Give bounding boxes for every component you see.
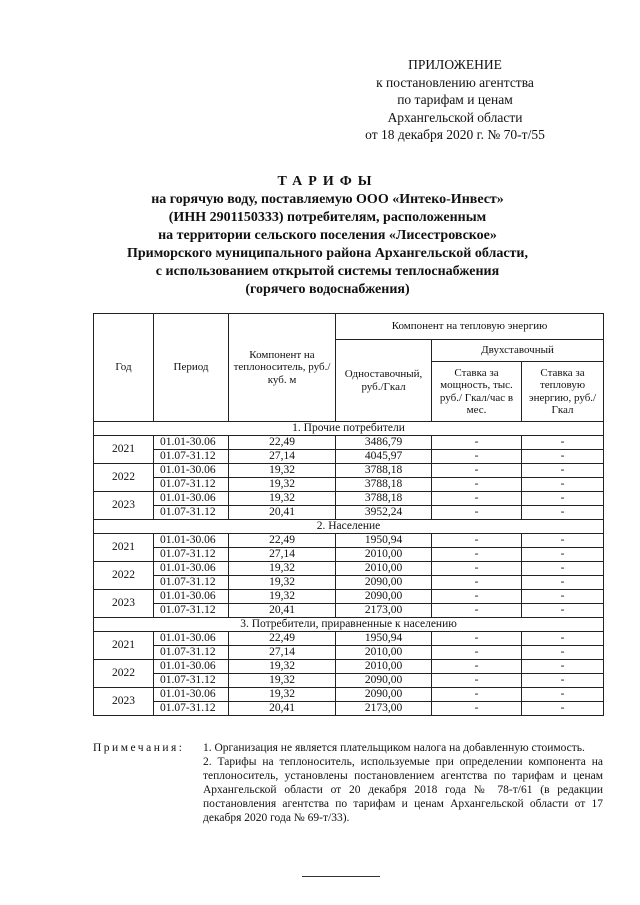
title-line: (ИНН 2901150333) потребителям, расположенным <box>168 210 487 225</box>
year-cell: 2023 <box>94 688 154 716</box>
tariff-body <box>94 422 604 716</box>
carrier-cell: 19,32 <box>229 492 336 506</box>
table-row <box>94 506 604 520</box>
year-cell: 2023 <box>94 590 154 618</box>
section-title: 2. Население <box>94 520 604 534</box>
capacity-rate-cell: - <box>432 576 522 590</box>
period-cell: 01.01-30.06 <box>154 562 229 576</box>
period-cell: 01.07-31.12 <box>154 674 229 688</box>
energy-rate-cell: - <box>522 478 604 492</box>
table-row <box>94 604 604 618</box>
single-rate-cell: 2010,00 <box>336 562 432 576</box>
carrier-cell: 27,14 <box>229 548 336 562</box>
carrier-cell: 19,32 <box>229 674 336 688</box>
energy-rate-cell: - <box>522 534 604 548</box>
tariff-table <box>93 313 604 716</box>
single-rate-cell: 2173,00 <box>336 604 432 618</box>
energy-rate-cell: - <box>522 632 604 646</box>
capacity-rate-cell: - <box>432 674 522 688</box>
single-rate-cell: 2010,00 <box>336 646 432 660</box>
header-double: Двухставочный <box>432 340 604 362</box>
capacity-rate-cell: - <box>432 562 522 576</box>
energy-rate-cell: - <box>522 450 604 464</box>
capacity-rate-cell: - <box>432 478 522 492</box>
energy-rate-cell: - <box>522 660 604 674</box>
capacity-rate-cell: - <box>432 534 522 548</box>
single-rate-cell: 2090,00 <box>336 590 432 604</box>
period-cell: 01.07-31.12 <box>154 702 229 716</box>
carrier-cell: 27,14 <box>229 646 336 660</box>
appendix-line: по тарифам и ценам <box>397 92 513 107</box>
single-rate-cell: 2090,00 <box>336 674 432 688</box>
capacity-rate-cell: - <box>432 604 522 618</box>
single-rate-cell: 4045,97 <box>336 450 432 464</box>
period-cell: 01.01-30.06 <box>154 492 229 506</box>
year-cell: 2023 <box>94 492 154 520</box>
table-row <box>94 646 604 660</box>
period-cell: 01.01-30.06 <box>154 632 229 646</box>
energy-rate-cell: - <box>522 506 604 520</box>
appendix-line: от 18 декабря 2020 г. № 70-т/55 <box>365 127 545 142</box>
period-cell: 01.01-30.06 <box>154 660 229 674</box>
table-row <box>94 590 604 604</box>
header-single: Одноставочный, руб./Гкал <box>336 340 432 422</box>
period-cell: 01.01-30.06 <box>154 688 229 702</box>
title-line: на территории сельского поселения «Лисестровское» <box>158 228 497 243</box>
year-cell: 2021 <box>94 534 154 562</box>
header-capacity: Ставка за мощность, тыс. руб./ Гкал/час в мес. <box>432 362 522 422</box>
capacity-rate-cell: - <box>432 702 522 716</box>
table-row <box>94 548 604 562</box>
capacity-rate-cell: - <box>432 464 522 478</box>
period-cell: 01.07-31.12 <box>154 576 229 590</box>
table-row <box>94 632 604 646</box>
table-row <box>94 464 604 478</box>
single-rate-cell: 2090,00 <box>336 688 432 702</box>
period-cell: 01.01-30.06 <box>154 590 229 604</box>
capacity-rate-cell: - <box>432 632 522 646</box>
single-rate-cell: 2090,00 <box>336 576 432 590</box>
single-rate-cell: 3788,18 <box>336 492 432 506</box>
notes-label: Примечания: <box>93 742 185 754</box>
single-rate-cell: 3788,18 <box>336 464 432 478</box>
capacity-rate-cell: - <box>432 646 522 660</box>
closing-rule <box>302 876 380 877</box>
single-rate-cell: 1950,94 <box>336 632 432 646</box>
table-row <box>94 478 604 492</box>
energy-rate-cell: - <box>522 548 604 562</box>
year-cell: 2021 <box>94 436 154 464</box>
energy-rate-cell: - <box>522 646 604 660</box>
energy-rate-cell: - <box>522 604 604 618</box>
single-rate-cell: 2010,00 <box>336 660 432 674</box>
year-cell: 2022 <box>94 464 154 492</box>
capacity-rate-cell: - <box>432 688 522 702</box>
appendix-block <box>330 56 580 144</box>
table-row <box>94 450 604 464</box>
header-carrier: Компонент на теплоноситель, руб./куб. м <box>229 314 336 422</box>
single-rate-cell: 2173,00 <box>336 702 432 716</box>
carrier-cell: 20,41 <box>229 506 336 520</box>
capacity-rate-cell: - <box>432 450 522 464</box>
energy-rate-cell: - <box>522 464 604 478</box>
energy-rate-cell: - <box>522 492 604 506</box>
title-line: Приморского муниципального района Архангельской области, <box>127 246 528 261</box>
header-energy: Компонент на тепловую энергию <box>336 314 604 340</box>
single-rate-cell: 3788,18 <box>336 478 432 492</box>
energy-rate-cell: - <box>522 436 604 450</box>
section-title: 3. Потребители, приравненные к населению <box>94 618 604 632</box>
note-item: 1. Организация не является плательщиком налога на добавленную стоимость. <box>203 742 585 754</box>
title-line: с использованием открытой системы теплоснабжения <box>155 264 500 279</box>
section-row <box>94 618 604 632</box>
energy-rate-cell: - <box>522 702 604 716</box>
single-rate-cell: 2010,00 <box>336 548 432 562</box>
energy-rate-cell: - <box>522 576 604 590</box>
period-cell: 01.07-31.12 <box>154 450 229 464</box>
carrier-cell: 27,14 <box>229 450 336 464</box>
table-row <box>94 534 604 548</box>
carrier-cell: 19,32 <box>229 688 336 702</box>
period-cell: 01.01-30.06 <box>154 534 229 548</box>
capacity-rate-cell: - <box>432 548 522 562</box>
header-period: Период <box>154 314 229 422</box>
section-title: 1. Прочие потребители <box>94 422 604 436</box>
period-cell: 01.01-30.06 <box>154 464 229 478</box>
period-cell: 01.07-31.12 <box>154 604 229 618</box>
capacity-rate-cell: - <box>432 436 522 450</box>
appendix-line: Архангельской области <box>387 109 523 125</box>
appendix-title: ПРИЛОЖЕНИЕ <box>408 57 502 72</box>
period-cell: 01.07-31.12 <box>154 478 229 492</box>
period-cell: 01.07-31.12 <box>154 646 229 660</box>
table-row <box>94 702 604 716</box>
carrier-cell: 19,32 <box>229 478 336 492</box>
capacity-rate-cell: - <box>432 660 522 674</box>
year-cell: 2021 <box>94 632 154 660</box>
table-row <box>94 436 604 450</box>
section-row <box>94 422 604 436</box>
capacity-rate-cell: - <box>432 492 522 506</box>
single-rate-cell: 1950,94 <box>336 534 432 548</box>
period-cell: 01.07-31.12 <box>154 506 229 520</box>
carrier-cell: 20,41 <box>229 604 336 618</box>
table-row <box>94 562 604 576</box>
title-line: (горячего водоснабжения) <box>245 282 410 297</box>
energy-rate-cell: - <box>522 674 604 688</box>
carrier-cell: 19,32 <box>229 660 336 674</box>
notes-items <box>203 741 603 825</box>
table-row <box>94 576 604 590</box>
period-cell: 01.01-30.06 <box>154 436 229 450</box>
year-cell: 2022 <box>94 562 154 590</box>
title-word: ТАРИФЫ <box>277 174 378 189</box>
single-rate-cell: 3486,79 <box>336 436 432 450</box>
carrier-cell: 19,32 <box>229 562 336 576</box>
energy-rate-cell: - <box>522 590 604 604</box>
title-line: на горячую воду, поставляемую ООО «Интеко-Инвест» <box>151 192 504 207</box>
year-cell: 2022 <box>94 660 154 688</box>
section-row <box>94 520 604 534</box>
energy-rate-cell: - <box>522 562 604 576</box>
header-energy-rate: Ставка за тепловую энергию, руб./Гкал <box>522 362 604 422</box>
table-row <box>94 674 604 688</box>
header-year: Год <box>94 314 154 422</box>
carrier-cell: 19,32 <box>229 576 336 590</box>
carrier-cell: 19,32 <box>229 590 336 604</box>
carrier-cell: 20,41 <box>229 702 336 716</box>
capacity-rate-cell: - <box>432 506 522 520</box>
carrier-cell: 22,49 <box>229 632 336 646</box>
table-row <box>94 492 604 506</box>
energy-rate-cell: - <box>522 688 604 702</box>
period-cell: 01.07-31.12 <box>154 548 229 562</box>
document-title <box>70 173 585 299</box>
carrier-cell: 22,49 <box>229 534 336 548</box>
appendix-line: к постановлению агентства <box>376 74 534 90</box>
table-row <box>94 660 604 674</box>
carrier-cell: 22,49 <box>229 436 336 450</box>
note-item: 2. Тарифы на теплоноситель, используемые при определении компонента на теплоноситель, установлены постановлением агентства по тарифам и ценам Архангельской области от 20 декабря 2018 года № 78-т/61 (в редакции постановления агентства по тарифам и ценам Архангельской области от 17 декабря 2020 года № 69-т/33). <box>203 756 603 824</box>
carrier-cell: 19,32 <box>229 464 336 478</box>
capacity-rate-cell: - <box>432 590 522 604</box>
table-row <box>94 688 604 702</box>
single-rate-cell: 3952,24 <box>336 506 432 520</box>
